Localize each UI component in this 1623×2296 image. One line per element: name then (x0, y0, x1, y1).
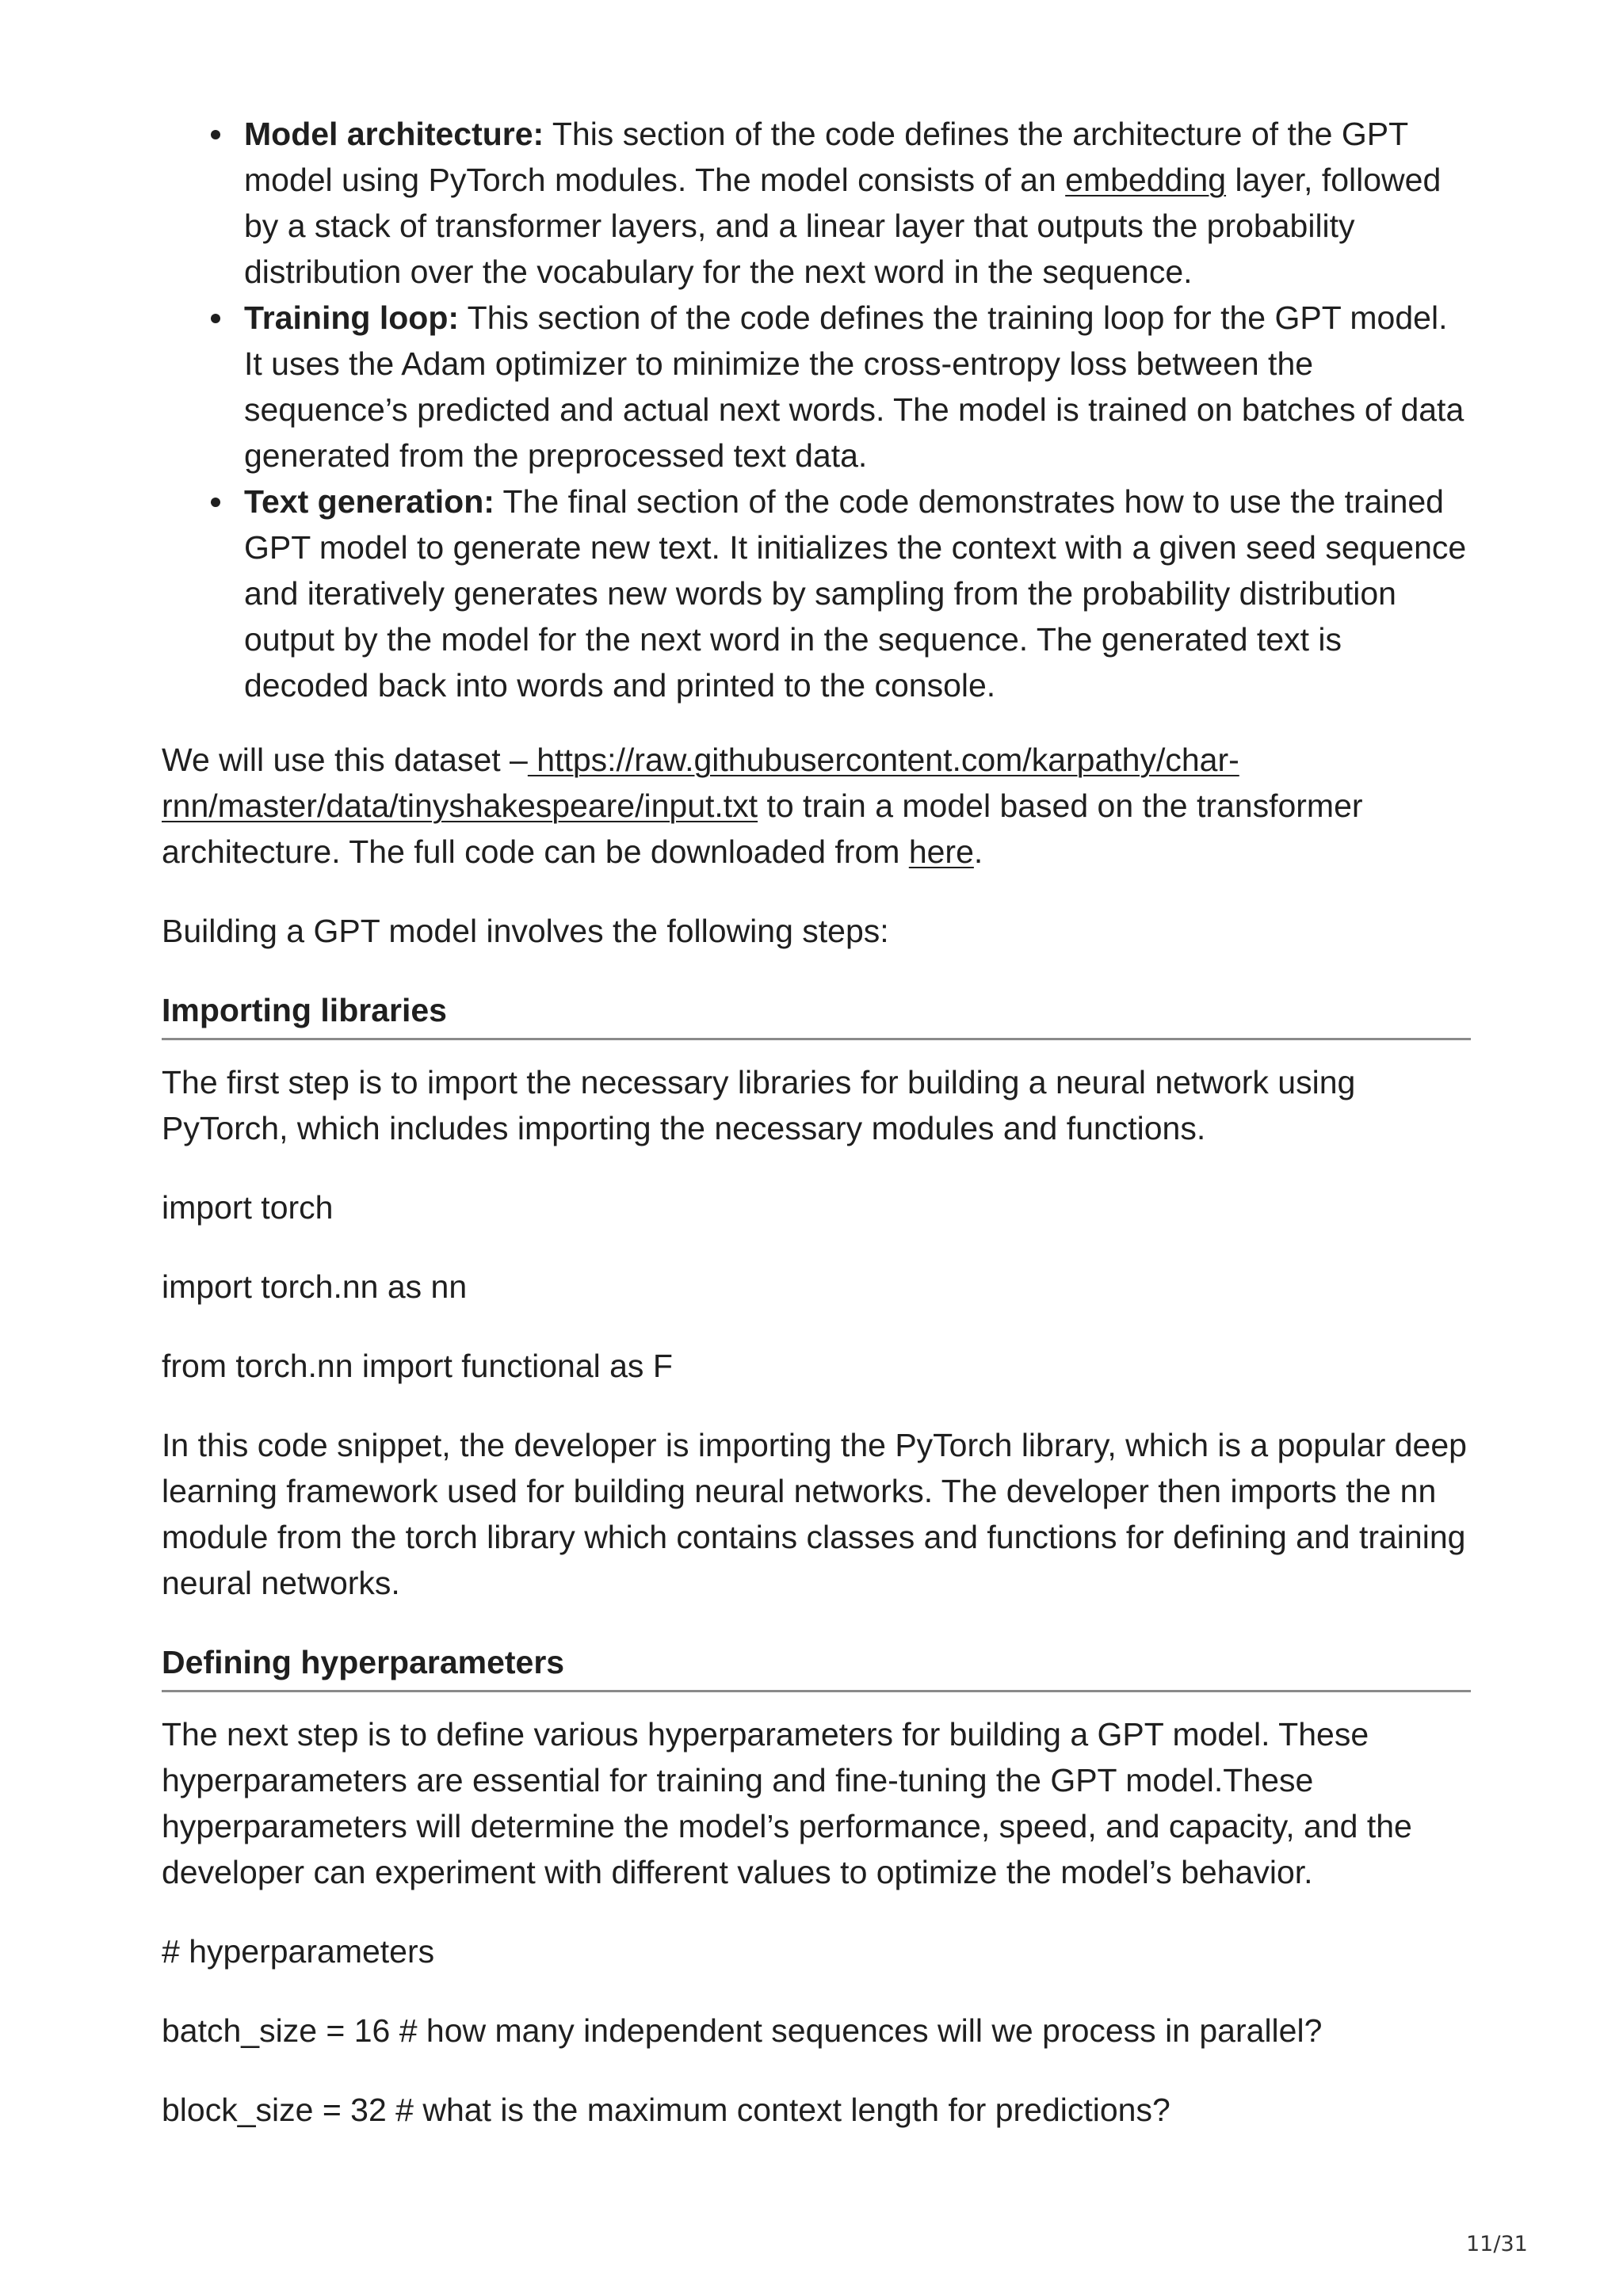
bullet-text: The final section of the code demonstrates how to use the trained GPT model to generate new text. It initializes the context with a given seed sequence and iteratively generates new words by sampling from the probability distribution output by the model for the next word in the sequence. The generated text is decoded back into words and printed to the console. (244, 483, 1467, 704)
dataset-paragraph (162, 737, 1471, 875)
bullet-label: Text generation: (244, 483, 495, 520)
document-page (162, 111, 1471, 2133)
page-number: 11/31 (1466, 2232, 1528, 2256)
steps-intro: Building a GPT model involves the following steps: (162, 913, 889, 949)
section-heading-defining-hyperparameters: Defining hyperparameters (162, 1639, 1471, 1692)
code-line: block_size = 32 # what is the maximum context length for predictions? (162, 2092, 1170, 2128)
dataset-link[interactable]: https://raw.githubusercontent.com/karpathy/char-rnn/master/data/tinyshakespeare/input.txt (162, 742, 1239, 824)
code-line: import torch.nn as nn (162, 1268, 468, 1305)
bullet-text: This section of the code defines the training loop for the GPT model. It uses the Adam optimizer to minimize the cross-entropy loss between the sequence’s predicted and actual next words. The model is trained on batches of data generated from the preprocessed text data. (244, 299, 1465, 474)
download-here-link[interactable]: here (908, 833, 974, 870)
list-item-text-generation (244, 479, 1471, 708)
component-list (162, 111, 1471, 708)
section-heading-importing-libraries: Importing libraries (162, 987, 1471, 1040)
section-intro: The next step is to define various hyperparameters for building a GPT model. These hyperparameters are essential for training and fine-tuning the GPT model.These hyperparameters will determine the model’s performance, speed, and capacity, and the developer can experiment with different values to optimize the model’s behavior. (162, 1716, 1412, 1890)
section-explanation: In this code snippet, the developer is importing the PyTorch library, which is a popular deep learning framework used for building neural networks. The developer then imports the nn module from the torch library which contains classes and functions for defining and training neural networks. (162, 1427, 1467, 1601)
code-line: batch_size = 16 # how many independent sequences will we process in parallel? (162, 2012, 1323, 2049)
dataset-text-end: . (973, 833, 983, 870)
bullet-text-continued: layer, followed by a stack of transformer layers, and a linear layer that outputs the probability distribution over the vocabulary for the next word in the sequence. (244, 162, 1442, 290)
code-line: # hyperparameters (162, 1933, 435, 1970)
embedding-link[interactable]: embedding (1065, 162, 1227, 198)
bullet-label: Model architecture: (244, 116, 544, 152)
bullet-text: This section of the code defines the architecture of the GPT model using PyTorch modules. The model consists of an (244, 116, 1408, 198)
code-line: from torch.nn import functional as F (162, 1348, 673, 1384)
dataset-text-continued: to train a model based on the transformer architecture. The full code can be downloaded from (162, 788, 1363, 870)
code-line: import torch (162, 1189, 334, 1226)
dataset-text: We will use this dataset – (162, 742, 528, 778)
list-item-model-architecture (244, 111, 1471, 295)
section-intro: The first step is to import the necessary libraries for building a neural network using PyTorch, which includes importing the necessary modules and functions. (162, 1064, 1356, 1146)
list-item-training-loop (244, 295, 1471, 479)
bullet-label: Training loop: (244, 299, 460, 336)
